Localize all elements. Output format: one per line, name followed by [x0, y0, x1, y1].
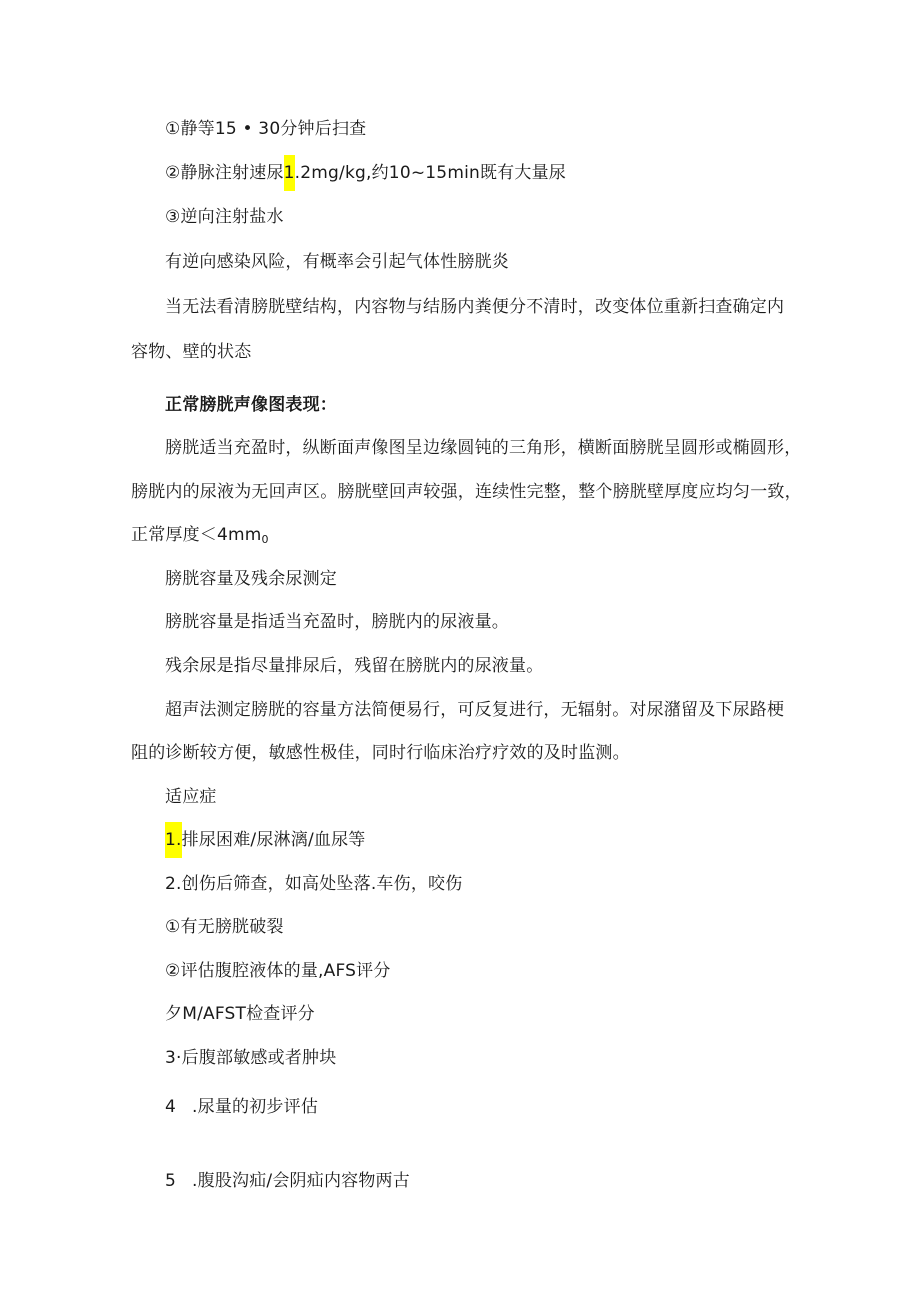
indication-3-text: 3·后腹部敏感或者肿块 — [165, 1048, 337, 1068]
step-2 — [165, 161, 566, 185]
indication-4 — [165, 1095, 318, 1119]
capacity-heading — [165, 567, 337, 591]
risk-note-text: 有逆向感染风险，有概率会引起气体性膀胱炎 — [165, 252, 509, 272]
capacity-definition — [165, 610, 509, 634]
normal-line-3 — [131, 523, 269, 552]
unclear-note-line-2 — [131, 340, 251, 364]
indication-1 — [165, 828, 365, 852]
normal-line-3-text: 正常厚度＜4mm — [131, 525, 262, 545]
indication-2-b — [165, 959, 391, 983]
indication-5-text: .腹股沟疝/会阴疝内容物两古 — [192, 1171, 410, 1191]
step-2-prefix: ②静脉注射速尿 — [165, 163, 284, 183]
indication-5-number: 5 — [165, 1171, 177, 1191]
normal-line-1-text: 膀胱适当充盈时，纵断面声像图呈边缘圆钝的三角形，横断面膀胱呈圆形或椭圆形， — [165, 438, 802, 458]
capacity-definition-text: 膀胱容量是指适当充盈时，膀胱内的尿液量。 — [165, 612, 509, 632]
indication-2-text: 2.创伤后筛查，如高处坠落.车伤，咬伤 — [165, 874, 463, 894]
indication-2-a — [165, 915, 284, 939]
ultrasound-line-2 — [131, 741, 630, 765]
unclear-note-line-1 — [165, 295, 784, 319]
step-1 — [165, 117, 366, 141]
indication-2 — [165, 872, 462, 896]
indication-2-b-text: ②评估腹腔液体的量,AFS评分 — [165, 961, 391, 981]
normal-heading-text: 正常膀胱声像图表现： — [165, 395, 337, 415]
indication-1-text: 排尿困难/尿淋漓/血尿等 — [181, 830, 366, 850]
step-3-text: ③逆向注射盐水 — [165, 207, 284, 227]
normal-line-2 — [131, 480, 802, 504]
ultrasound-line-2-text: 阻的诊断较方便，敏感性极佳，同时行临床治疗疗效的及时监测。 — [131, 743, 630, 763]
unclear-note-line-1-text: 当无法看清膀胱壁结构，内容物与结肠内粪便分不清时，改变体位重新扫查确定内 — [165, 297, 785, 317]
indications-heading — [165, 785, 217, 809]
indication-2-a-text: ①有无膀胱破裂 — [165, 917, 284, 937]
indication-3 — [165, 1046, 336, 1070]
indication-4-number: 4 — [165, 1097, 177, 1117]
unclear-note-line-2-text: 容物、壁的状态 — [131, 342, 252, 362]
indication-4-text: .尿量的初步评估 — [192, 1097, 319, 1117]
normal-line-1 — [165, 436, 801, 460]
ultrasound-line-1-text: 超声法测定膀胱的容量方法简便易行，可反复进行，无辐射。对尿潴留及下尿路梗 — [165, 700, 785, 720]
normal-heading — [165, 393, 337, 417]
capacity-heading-text: 膀胱容量及残余尿测定 — [165, 569, 337, 589]
step-3 — [165, 205, 284, 229]
residual-definition-text: 残余尿是指尽量排尿后，残留在膀胱内的尿液量。 — [165, 656, 544, 676]
normal-line-3-subscript: 0 — [261, 533, 269, 546]
risk-note — [165, 250, 509, 274]
step-1-text: ①静等15 • 30分钟后扫查 — [165, 119, 367, 139]
indication-2-c — [165, 1002, 315, 1026]
normal-line-2-text: 膀胱内的尿液为无回声区。膀胱壁回声较强，连续性完整，整个膀胱壁厚度应均匀一致， — [131, 482, 802, 502]
indications-heading-text: 适应症 — [165, 787, 217, 807]
indication-1-number: 1. — [165, 822, 182, 858]
indication-5 — [165, 1169, 410, 1193]
residual-definition — [165, 654, 543, 678]
step-2-suffix: .2mg∕kg,约10~15min既有大量尿 — [294, 163, 566, 183]
step-2-highlight: 1 — [284, 155, 295, 191]
indication-2-c-text: 夕M/AFST检查评分 — [165, 1004, 315, 1024]
ultrasound-line-1 — [165, 698, 784, 722]
